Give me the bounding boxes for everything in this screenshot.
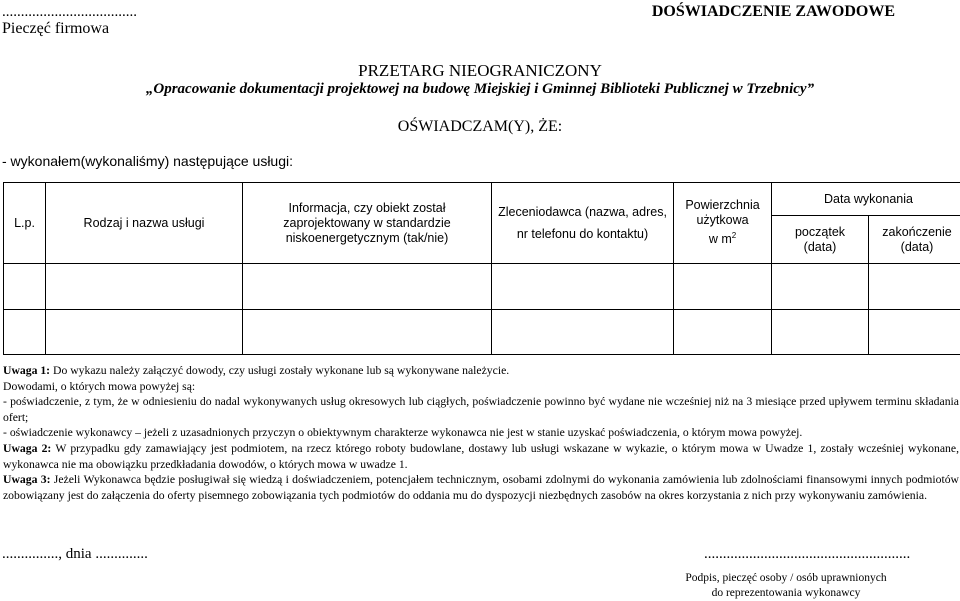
document-type-heading: DOŚWIADCZENIE ZAWODOWE: [652, 3, 895, 21]
header-service: Rodzaj i nazwa usługi: [46, 183, 243, 264]
cell-area[interactable]: [674, 264, 772, 310]
note-3-label: Uwaga 3:: [3, 473, 50, 486]
declaration-heading: OŚWIADCZAM(Y), ŻE:: [0, 118, 960, 136]
header-completion-date: Data wykonania: [772, 183, 960, 216]
header-client: [492, 183, 674, 264]
stamp-placeholder: ....................................: [2, 4, 137, 21]
page-subtitle: „Opracowanie dokumentacji projektowej na budowę Miejskiej i Gminnej Biblioteki Publicznej w Trzebnicy”: [0, 80, 960, 98]
evidence-item-certificate: - poświadczenie, z tym, że w odniesieniu do nadal wykonywanych usług okresowych lub ciągłych, poświadczenie powinno być wydane nie wcześniej niż na 3 miesiące przed upływem terminu składania ofert;: [3, 394, 959, 425]
header-energy-info: [243, 183, 492, 264]
table-row: [4, 310, 960, 355]
notes-section: [3, 363, 959, 503]
cell-lp[interactable]: [4, 310, 46, 355]
header-area-unit: [676, 228, 769, 247]
note-1: [3, 363, 959, 379]
cell-lp[interactable]: [4, 264, 46, 310]
note-3: [3, 472, 959, 503]
header-area-text: Powierzchnia użytkowa: [683, 198, 763, 228]
note-1-text: Do wykazu należy załączyć dowody, czy usługi zostały wykonane lub są wykonywane należycie.: [50, 364, 509, 377]
header-lp: L.p.: [4, 183, 46, 264]
page-title: PRZETARG NIEOGRANICZONY: [0, 61, 960, 80]
cell-service[interactable]: [46, 310, 243, 355]
evidence-intro: Dowodami, o których mowa powyżej są:: [3, 379, 959, 395]
services-table: [3, 182, 960, 355]
cell-energy-info[interactable]: [243, 310, 492, 355]
cell-client[interactable]: [492, 264, 674, 310]
header-area-unit-sup: 2: [732, 231, 736, 240]
note-3-text: Jeżeli Wykonawca będzie posługiwał się wiedzą i doświadczeniem, potencjałem technicznym, osobami zdolnymi do wykonania zamówienia lub zdolnościami finansowymi innych podmiotów zobowiązany jest do załączenia do oferty pisemnego zobowiązania tych podmiotów do oddania mu do dyspozycji niezbędnych zasobów na okres korzystania z nich przy wykonywaniu zamówienia.: [3, 473, 959, 502]
cell-client[interactable]: [492, 310, 674, 355]
cell-energy-info[interactable]: [243, 264, 492, 310]
cell-area[interactable]: [674, 310, 772, 355]
signature-caption: [672, 571, 900, 601]
cell-start-date[interactable]: [772, 264, 869, 310]
note-2-label: Uwaga 2:: [3, 442, 51, 455]
note-1-label: Uwaga 1:: [3, 364, 50, 377]
place-date-line: ..............., dnia ..............: [2, 546, 148, 563]
evidence-item-statement: - oświadczenie wykonawcy – jeżeli z uzasadnionych przyczyn o obiektywnym charakterze wykonawca nie jest w stanie uzyskać poświadczenia, o którym mowa powyżej.: [3, 425, 959, 441]
header-end-date: [869, 216, 960, 264]
signature-line: .......................................................: [704, 546, 910, 563]
header-end-date-text: zakończenie (data): [882, 225, 952, 255]
stamp-label: Pieczęć firmowa: [2, 20, 109, 38]
cell-end-date[interactable]: [869, 310, 960, 355]
header-start-date: [772, 216, 869, 264]
header-energy-info-text: Informacja, czy obiekt został zaprojektowany w standardzie niskoenergetycznym (tak/nie): [280, 201, 455, 246]
cell-end-date[interactable]: [869, 264, 960, 310]
note-2-text: W przypadku gdy zamawiający jest podmiotem, na rzecz którego roboty budowlane, dostawy lub usługi wskazane w wykazie, o którym mowa w Uwadze 1, zostały wcześniej wykonane, wykonawca nie ma obowiązku przedkładania dowodów, o których mowa w uwadze 1.: [3, 442, 959, 471]
signature-caption-line-1: Podpis, pieczęć osoby / osób uprawnionych: [672, 571, 900, 586]
note-2: [3, 441, 959, 472]
header-area-unit-text: w m: [709, 233, 732, 247]
table-row: [4, 264, 960, 310]
performed-services-line: - wykonałem(wykonaliśmy) następujące usługi:: [2, 153, 293, 169]
signature-caption-line-2: do reprezentowania wykonawcy: [672, 586, 900, 601]
cell-start-date[interactable]: [772, 310, 869, 355]
header-client-text: Zleceniodawca (nazwa, adres, nr telefonu do kontaktu): [498, 201, 668, 245]
header-area: [674, 183, 772, 264]
header-start-date-text: początek (data): [790, 225, 850, 255]
cell-service[interactable]: [46, 264, 243, 310]
